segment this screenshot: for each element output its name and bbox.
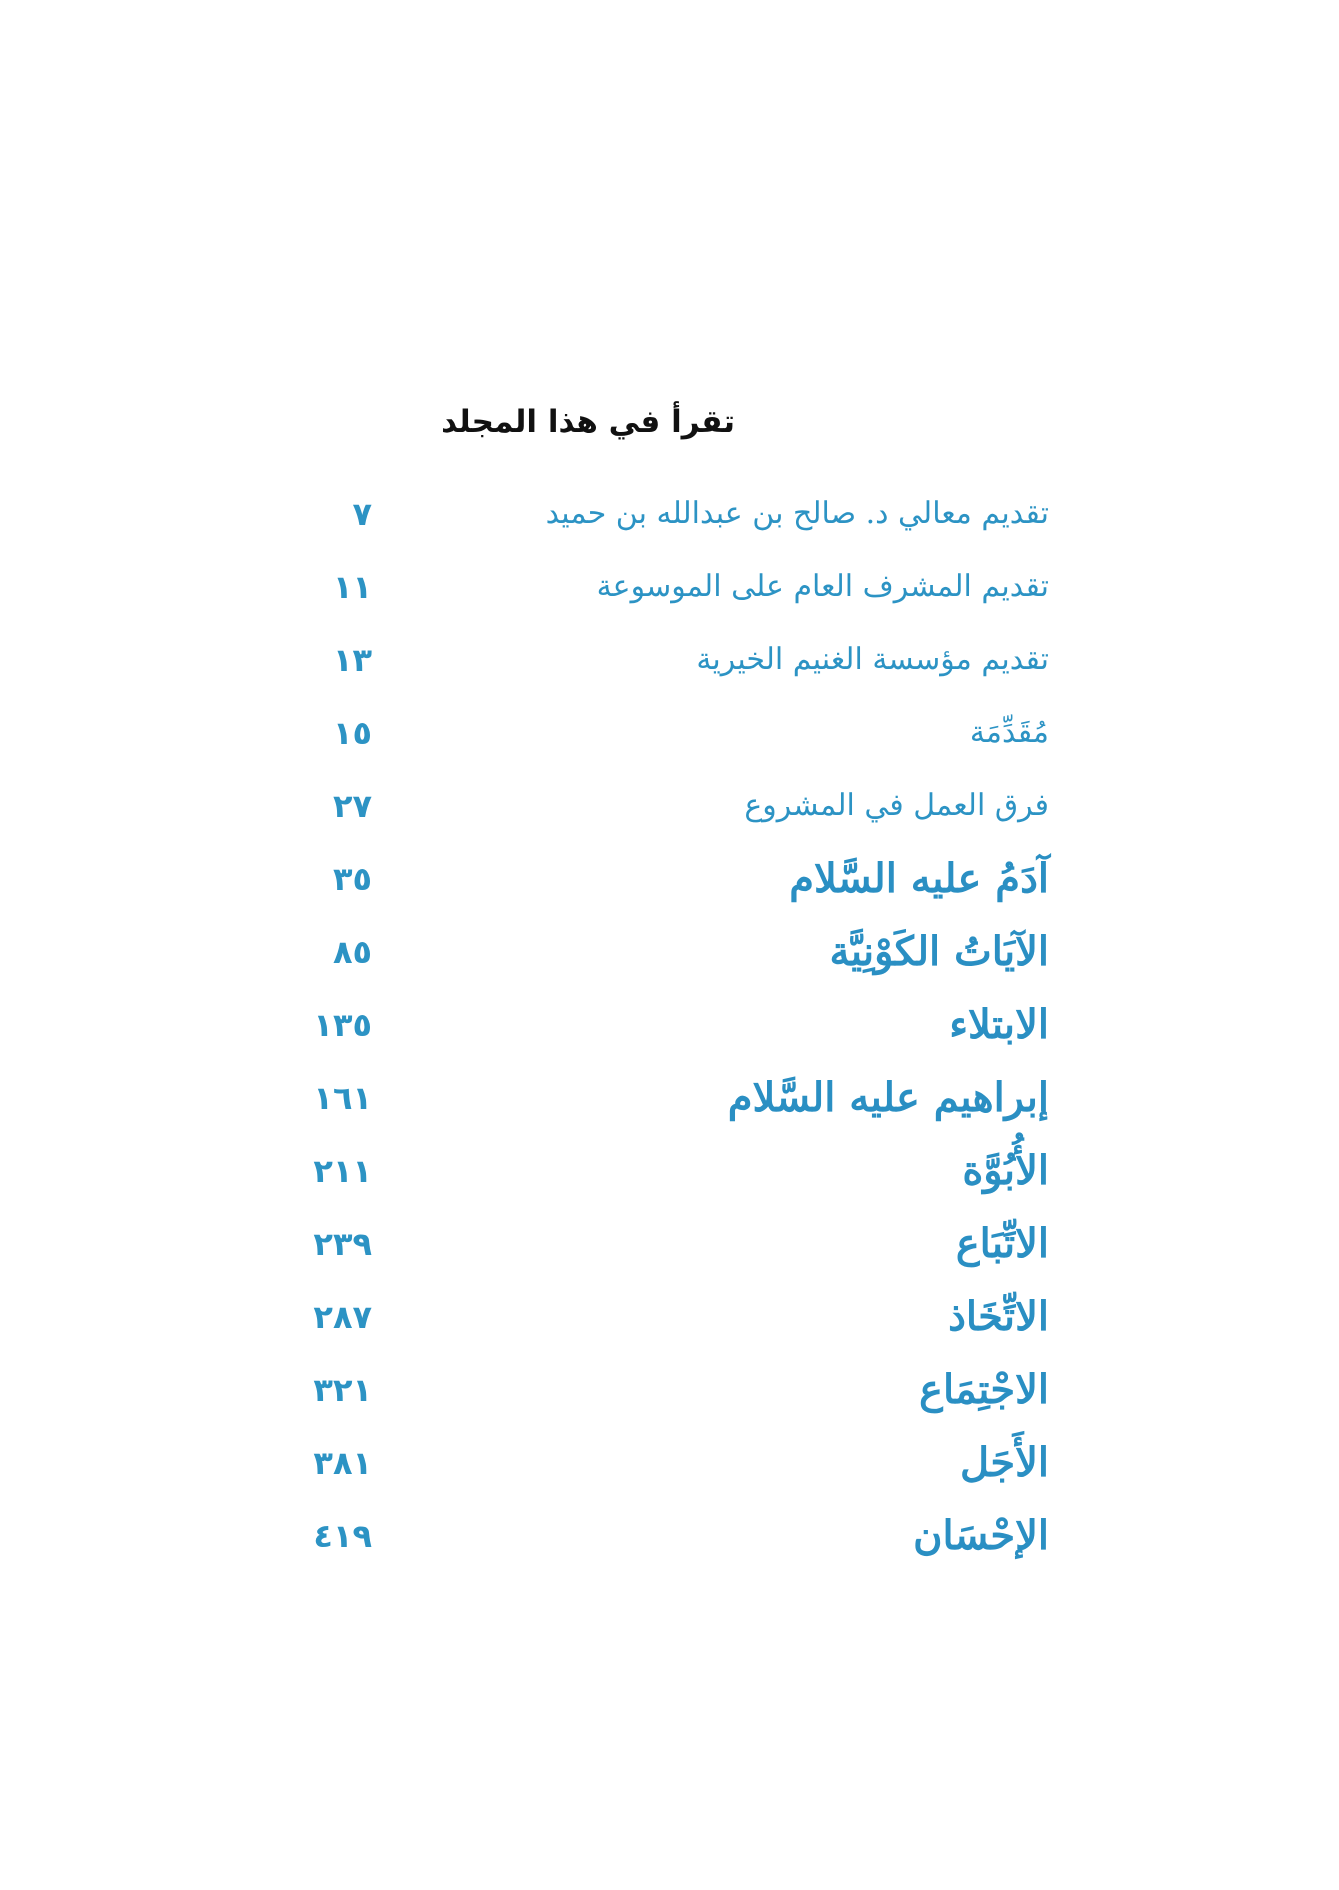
entry-page-number: ٤١٩ [313,1517,372,1555]
entry-title: الاجْتِمَاع [919,1366,1049,1413]
toc-entry[interactable] [0,1141,1339,1201]
toc-heading: تقرأ في هذا المجلد [441,404,735,440]
entry-page-number: ١٣٥ [313,1006,372,1044]
entry-title: إبراهيم عليه السَّلام [727,1074,1049,1121]
entry-page-number: ٢٣٩ [313,1225,372,1263]
entry-title: آدَمُ عليه السَّلام [789,855,1049,902]
toc-entry[interactable] [0,776,1339,836]
entry-page-number: ١٣ [332,641,372,679]
entry-title: تقديم مؤسسة الغنيم الخيرية [696,642,1049,677]
entry-page-number: ٢٨٧ [313,1298,372,1336]
toc-entry[interactable] [0,630,1339,690]
toc-entry[interactable] [0,703,1339,763]
entry-page-number: ٢٧ [332,787,372,825]
toc-entry[interactable] [0,1433,1339,1493]
toc-entry[interactable] [0,1068,1339,1128]
entry-page-number: ١١ [332,568,372,606]
toc-entry[interactable] [0,849,1339,909]
entry-title: الآيَاتُ الكَوْنِيَّة [829,928,1049,975]
toc-entry[interactable] [0,922,1339,982]
entry-title: الاتِّبَاع [955,1220,1049,1267]
toc-entry[interactable] [0,484,1339,544]
entry-page-number: ٣٥ [332,860,372,898]
entry-title: فرق العمل في المشروع [744,788,1049,823]
entry-title: تقديم المشرف العام على الموسوعة [596,569,1049,604]
entry-page-number: ٣٢١ [313,1371,372,1409]
toc-entry[interactable] [0,995,1339,1055]
entry-title: الأَجَل [960,1439,1049,1486]
entry-page-number: ٢١١ [313,1152,372,1190]
toc-entry[interactable] [0,1287,1339,1347]
toc-entry[interactable] [0,1506,1339,1566]
toc-entry[interactable] [0,1360,1339,1420]
entry-title: تقديم معالي د. صالح بن عبدالله بن حميد [545,496,1049,531]
toc-entry[interactable] [0,1214,1339,1274]
entry-page-number: ٣٨١ [313,1444,372,1482]
entry-page-number: ٨٥ [332,933,372,971]
entry-page-number: ١٥ [332,714,372,752]
toc-entry[interactable] [0,557,1339,617]
entry-title: مُقَدِّمَة [969,715,1049,750]
entry-page-number: ٧ [352,495,372,533]
entry-title: الابتلاء [949,1001,1049,1048]
entry-title: الأُبُوَّة [962,1147,1049,1194]
entry-title: الإحْسَان [913,1512,1049,1559]
entry-page-number: ١٦١ [313,1079,372,1117]
entry-title: الاتِّخَاذ [948,1293,1049,1340]
